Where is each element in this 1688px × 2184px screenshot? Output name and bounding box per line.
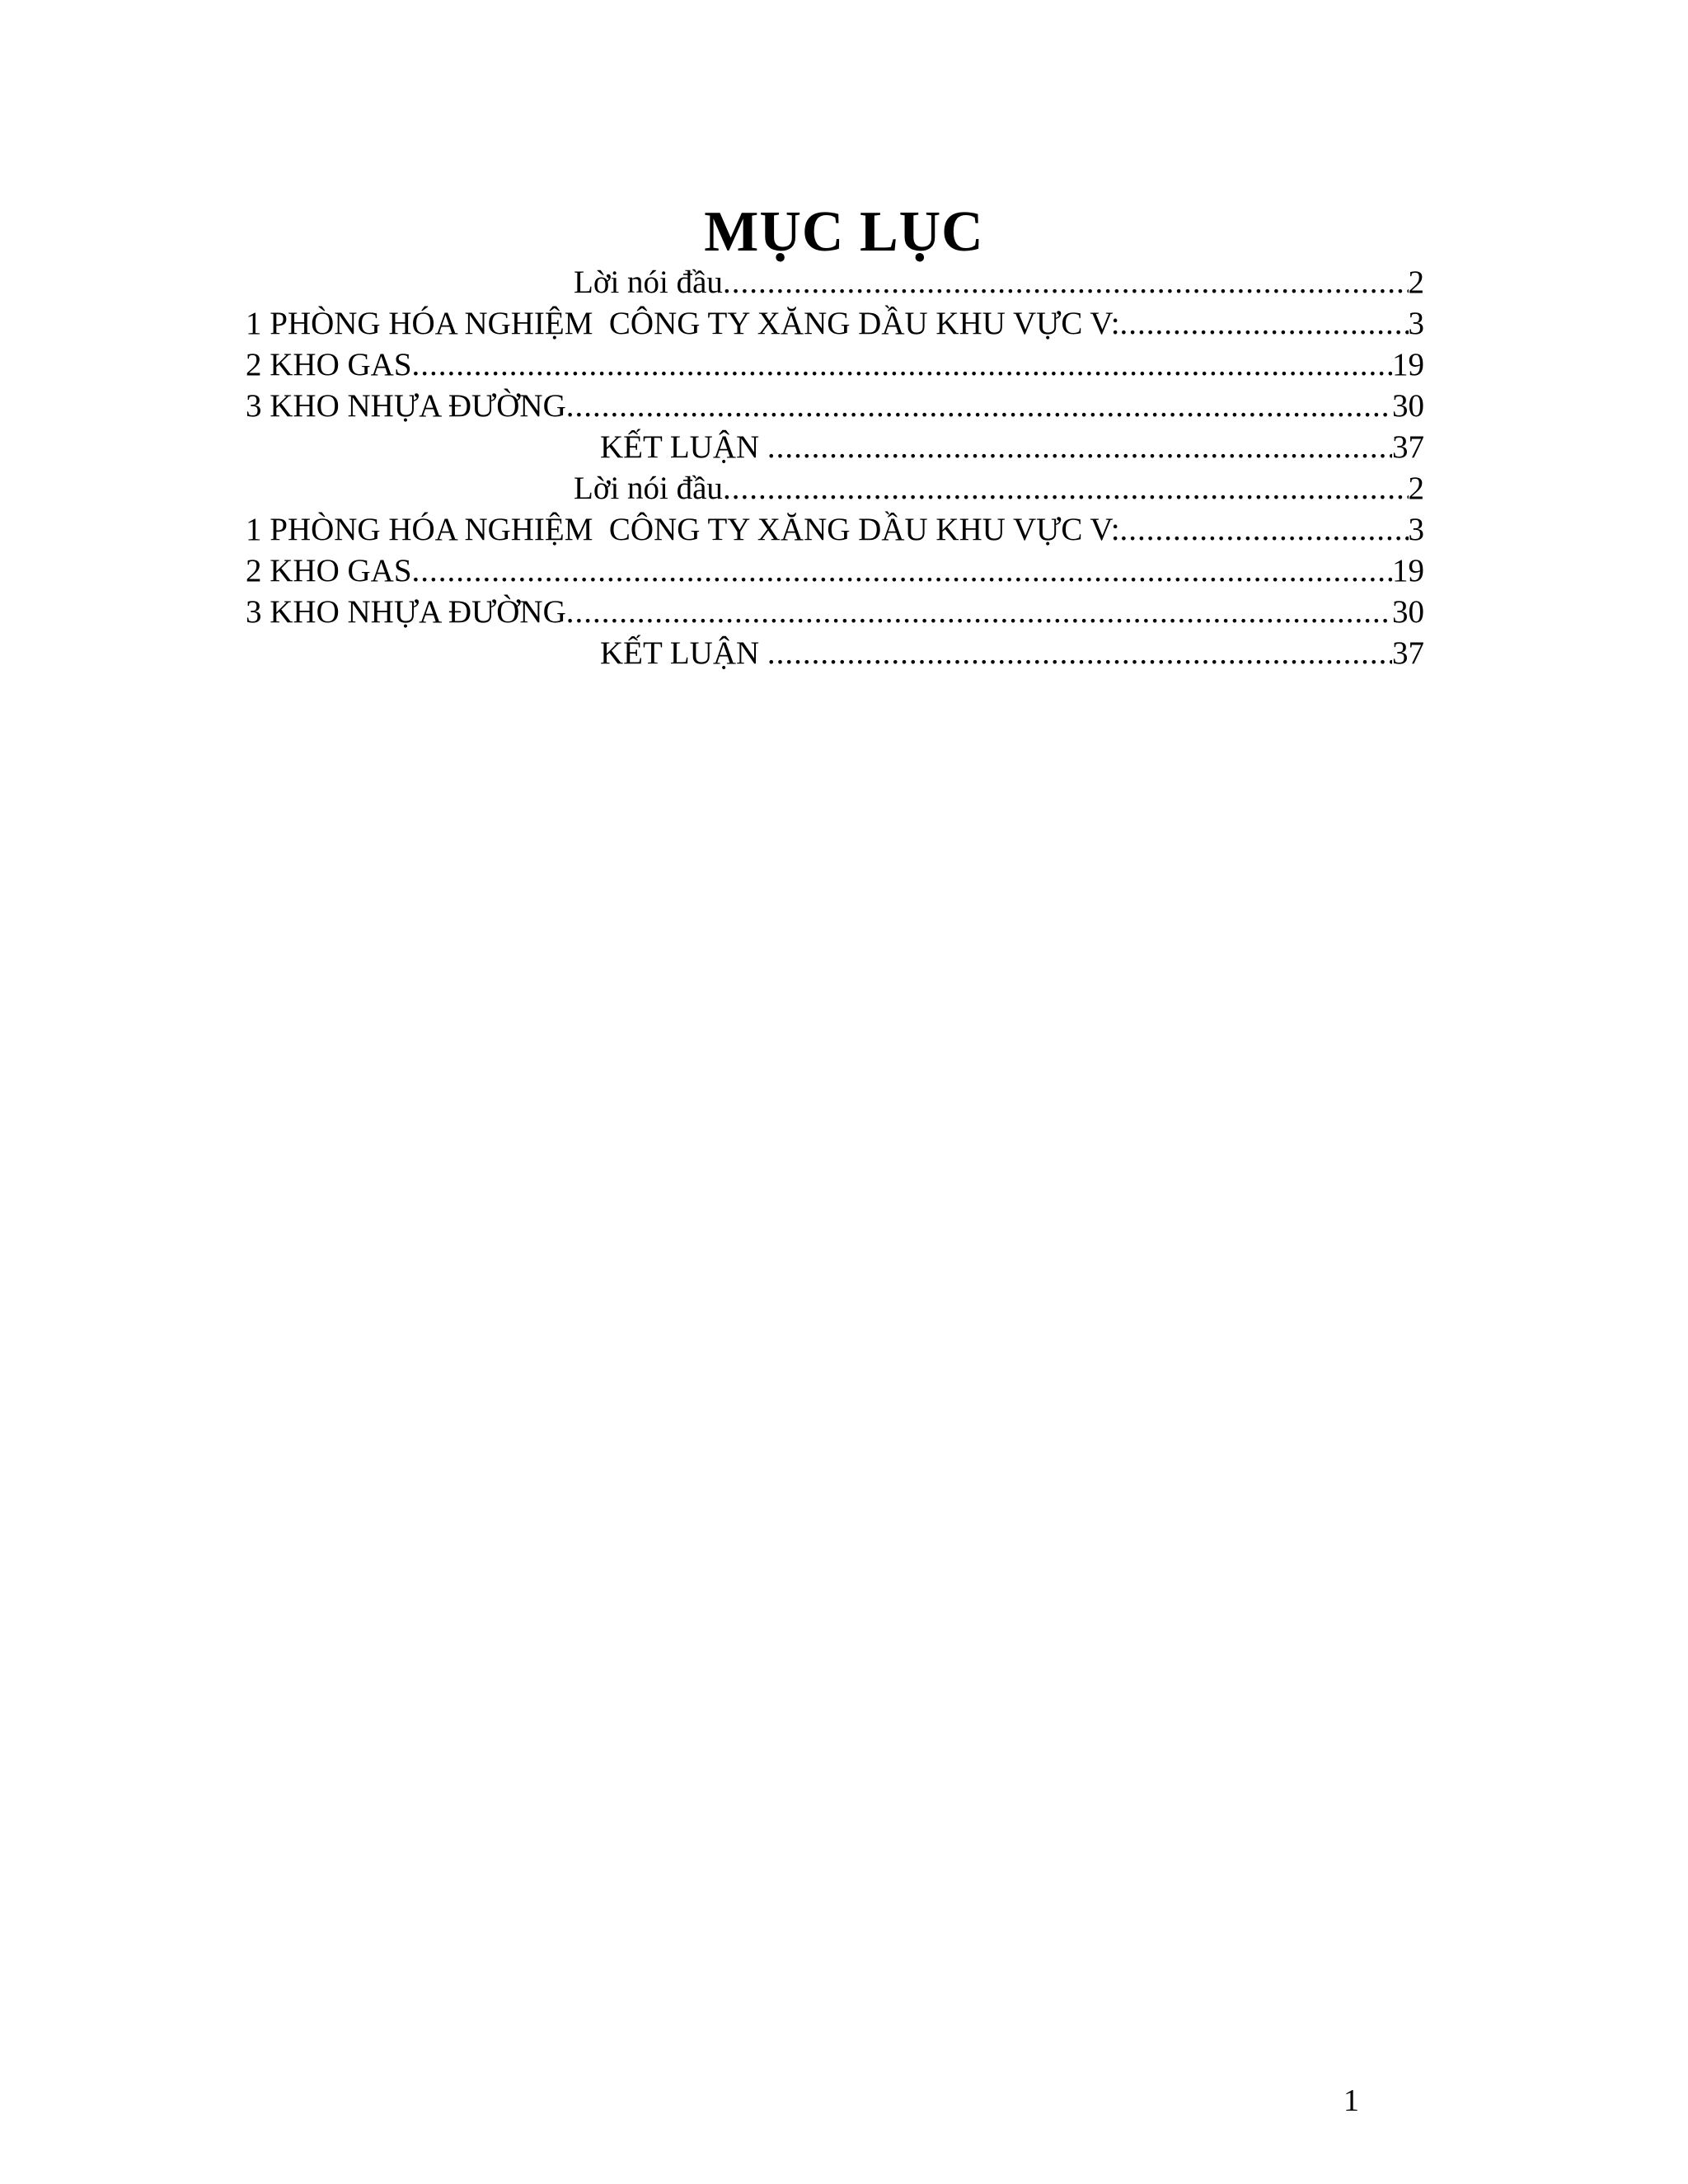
toc-entry-section-1[interactable]: [246, 509, 1424, 551]
toc-dot-leader: [566, 592, 1392, 633]
toc-entry-section-2[interactable]: [246, 344, 1424, 386]
toc-entry-label: 3 KHO NHỰA ĐƯỜNG: [246, 594, 566, 630]
toc-entry-label: KẾT LUẬN: [600, 635, 767, 671]
toc-entry-page: 37: [1392, 635, 1424, 671]
toc-dot-leader: [1120, 303, 1409, 344]
toc-dot-leader: [412, 344, 1392, 386]
toc-entry-label: KẾT LUẬN: [600, 429, 767, 465]
toc-entry-section-3[interactable]: [246, 386, 1424, 427]
toc-dot-leader: [723, 468, 1409, 509]
toc-entry-preface[interactable]: [246, 262, 1424, 303]
toc-entry-page: 2: [1408, 471, 1424, 506]
toc-entry-label: 2 KHO GAS: [246, 553, 412, 588]
toc-entry-label: 1 PHÒNG HÓA NGHIỆM CÔNG TY XĂNG DẦU KHU VỰC V:: [246, 512, 1120, 547]
toc-dot-leader: [1120, 509, 1409, 551]
toc-dot-leader: [767, 427, 1392, 468]
toc-entry-page: 3: [1408, 306, 1424, 341]
toc-dot-leader: [412, 551, 1392, 592]
toc-dot-leader: [566, 386, 1392, 427]
toc-entry-page: 3: [1408, 512, 1424, 547]
toc-entry-page: 19: [1392, 347, 1424, 382]
table-of-contents: [246, 262, 1424, 674]
toc-entry-conclusion[interactable]: [246, 427, 1424, 468]
toc-entry-preface[interactable]: [246, 468, 1424, 509]
toc-entry-label: Lời nói đầu: [574, 471, 723, 506]
toc-title: MỤC LỤC: [704, 200, 984, 264]
toc-dot-leader: [767, 633, 1392, 674]
toc-entry-label: 2 KHO GAS: [246, 347, 412, 382]
toc-entry-page: 30: [1392, 388, 1424, 424]
toc-entry-conclusion[interactable]: [246, 633, 1424, 674]
toc-entry-page: 2: [1408, 265, 1424, 300]
toc-entry-section-2[interactable]: [246, 551, 1424, 592]
toc-entry-label: 3 KHO NHỰA ĐƯỜNG: [246, 388, 566, 424]
toc-entry-label: 1 PHÒNG HÓA NGHIỆM CÔNG TY XĂNG DẦU KHU VỰC V:: [246, 306, 1120, 341]
toc-entry-section-3[interactable]: [246, 592, 1424, 633]
toc-entry-page: 30: [1392, 594, 1424, 630]
toc-dot-leader: [723, 262, 1409, 303]
toc-entry-page: 37: [1392, 429, 1424, 465]
toc-entry-label: Lời nói đầu: [574, 265, 723, 300]
page-number: 1: [1343, 2083, 1359, 2118]
toc-entry-section-1[interactable]: [246, 303, 1424, 344]
toc-entry-page: 19: [1392, 553, 1424, 588]
